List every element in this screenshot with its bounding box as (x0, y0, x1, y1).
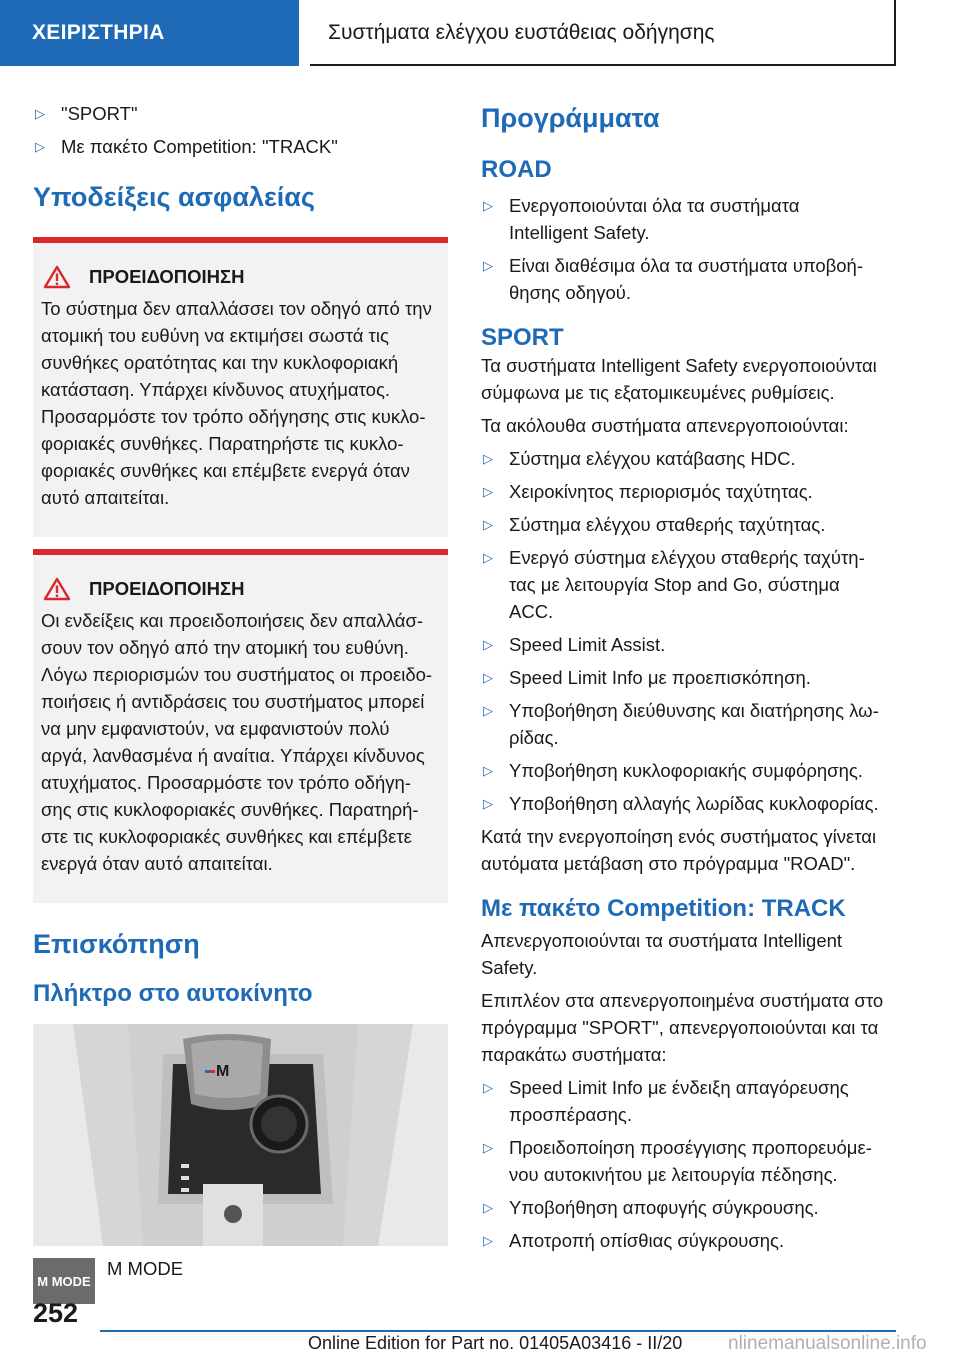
list-item: ▷ Χειροκίνητος περιορισμός ταχύτητας. (481, 478, 896, 505)
track-paragraph: Επιπλέον στα απενεργοποιημένα συστήματα στο πρόγραμμα "SPORT", απενεργοποιούνται και τα παρακάτω συστήματα: (481, 990, 884, 1065)
mmode-label: M MODE (107, 1258, 184, 1279)
mode-list (33, 100, 448, 160)
road-heading: ROAD (481, 156, 552, 183)
sport-list (481, 445, 896, 817)
bullet-arrow-icon: ▷ (35, 139, 45, 154)
list-item: ▷ Υποβοήθηση αποφυγής σύγκρουσης. (481, 1194, 896, 1221)
list-item: ▷ Ενεργό σύστημα ελέγχου σταθερής ταχύτη- τας με λειτουργία Stop and Go, σύστημα ACC. (481, 544, 896, 625)
bullet-arrow-icon: ▷ (483, 1200, 493, 1215)
warning-title: ΠΡΟΕΙΔΟΠΟΙΗΣΗ (89, 266, 245, 287)
sport-paragraph: Τα συστήματα Intelligent Safety ενεργοποιούνται σύμφωνα με τις εξατομικευμένες ρυθμίσεις. (481, 355, 877, 403)
warning-box (33, 237, 448, 537)
list-item: ▷ Προειδοποίηση προσέγγισης προπορευόμε- νου αυτοκινήτου με λειτουργία πέδησης. (481, 1134, 896, 1188)
sport-paragraph: Κατά την ενεργοποίηση ενός συστήματος γίνεται αυτόματα μετάβαση στο πρόγραμμα "ROAD". (481, 826, 877, 874)
warning-text: Οι ενδείξεις και προειδοποιήσεις δεν απαλλάσ- σουν τον οδηγό από την ατομική του ευθύνη. Λόγω περιορισμών του συστήματος οι προειδο- ποιήσεις ή αντιδράσεις του συστήματος μπορεί να μην εμφανιστούν, να εμφανιστούν πολύ αργά, λανθασμένα ή αναίτια. Υπάρχει κίνδυνος ατυχήματος. Προσαρμόστε τον τρόπο οδήγη- σης στις κυκλοφοριακές συνθήκες. Παρατηρή- στε τις κυκλοφοριακές συνθήκες και επέμβετε ενεργά όταν αυτό απαιτείται. (41, 610, 433, 874)
list-item: ▷ Υποβοήθηση αλλαγής λωρίδας κυκλοφορίας. (481, 790, 896, 817)
warning-header (41, 265, 436, 289)
bullet-arrow-icon: ▷ (35, 106, 45, 121)
bullet-arrow-icon: ▷ (483, 258, 493, 273)
warning-text: Το σύστημα δεν απαλλάσσει τον οδηγό από την ατομική του ευθύνη να εκτιμήσει σωστά τις συνθήκες ορατότητας και την κυκλοφοριακή κατάσταση. Υπάρχει κίνδυνος ατυχήματος. Προσαρμόστε τον τρόπο οδήγησης στις κυκλο- φοριακές συνθήκες. Παρατηρήστε τις κυκλο- φοριακές συνθήκες και επέμβετε ενεργά όταν αυτό απαιτείται. (41, 298, 432, 508)
track-list (481, 1074, 896, 1254)
bullet-arrow-icon: ▷ (483, 637, 493, 652)
sport-heading: SPORT (481, 324, 564, 351)
warning-title: ΠΡΟΕΙΔΟΠΟΙΗΣΗ (89, 578, 245, 599)
center-console-photo (33, 1024, 448, 1246)
warning-box (33, 549, 448, 903)
programs-heading: Προγράμματα (481, 103, 660, 133)
bullet-arrow-icon: ▷ (483, 796, 493, 811)
list-item: ▷ Αποτροπή οπίσθιας σύγκρουσης. (481, 1227, 896, 1254)
list-item: ▷ Υποβοήθηση κυκλοφοριακής συμφόρησης. (481, 757, 896, 784)
bullet-arrow-icon: ▷ (483, 484, 493, 499)
list-item: ▷ Με πακέτο Competition: "TRACK" (33, 133, 448, 160)
bullet-arrow-icon: ▷ (483, 1080, 493, 1095)
list-item: ▷ Σύστημα ελέγχου κατάβασης HDC. (481, 445, 896, 472)
overview-heading: Επισκόπηση (33, 929, 200, 959)
page-number: 252 (33, 1298, 79, 1328)
watermark: nlinemanualsonline.info (728, 1333, 927, 1354)
list-item: ▷ Speed Limit Info με ένδειξη απαγόρευσης προσπέρασης. (481, 1074, 896, 1128)
bullet-arrow-icon: ▷ (483, 703, 493, 718)
bullet-arrow-icon: ▷ (483, 1233, 493, 1248)
footer-divider (100, 1330, 896, 1332)
sport-paragraph: Τα ακόλουθα συστήματα απενεργοποιούνται: (481, 415, 849, 436)
m-mode-button-icon: M MODE (33, 1258, 95, 1304)
safety-heading: Υποδείξεις ασφαλείας (33, 182, 315, 212)
list-item: ▷ Υποβοήθηση διεύθυνσης και διατήρησης λω- ρίδας. (481, 697, 896, 751)
svg-text:M: M (216, 1063, 230, 1080)
section-title: Συστήματα ελέγχου ευστάθειας οδήγησης (328, 21, 715, 44)
bullet-arrow-icon: ▷ (483, 763, 493, 778)
button-heading: Πλήκτρο στο αυτοκίνητο (33, 980, 313, 1007)
bullet-arrow-icon: ▷ (483, 517, 493, 532)
list-item: ▷ Speed Limit Info με προεπισκόπηση. (481, 664, 896, 691)
bullet-arrow-icon: ▷ (483, 198, 493, 213)
warning-triangle-icon (43, 265, 71, 289)
track-heading: Με πακέτο Competition: TRACK (481, 895, 846, 922)
list-item: ▷ "SPORT" (33, 100, 448, 127)
bullet-arrow-icon: ▷ (483, 670, 493, 685)
list-item: ▷ Ενεργοποιούνται όλα τα συστήματα Intelligent Safety. (481, 192, 896, 246)
console-illustration (33, 1024, 448, 1246)
list-item: ▷ Σύστημα ελέγχου σταθερής ταχύτητας. (481, 511, 896, 538)
right-column (481, 100, 896, 1260)
page-header (0, 0, 960, 66)
list-item: ▷ Είναι διαθέσιμα όλα τα συστήματα υποβοή- θησης οδηγού. (481, 252, 896, 306)
list-item: ▷ Speed Limit Assist. (481, 631, 896, 658)
track-paragraph: Απενεργοποιούνται τα συστήματα Intelligent Safety. (481, 930, 843, 978)
edition-note: Online Edition for Part no. 01405A03416 - II/20 (308, 1333, 683, 1353)
bullet-arrow-icon: ▷ (483, 1140, 493, 1155)
left-column (33, 100, 448, 1304)
road-list (481, 192, 896, 306)
mmode-legend (33, 1258, 448, 1304)
bullet-arrow-icon: ▷ (483, 451, 493, 466)
bullet-arrow-icon: ▷ (483, 550, 493, 565)
warning-header (41, 577, 436, 601)
warning-triangle-icon (43, 577, 71, 601)
chapter-tab[interactable]: ΧΕΙΡΙΣΤΗΡΙΑ (0, 0, 299, 66)
